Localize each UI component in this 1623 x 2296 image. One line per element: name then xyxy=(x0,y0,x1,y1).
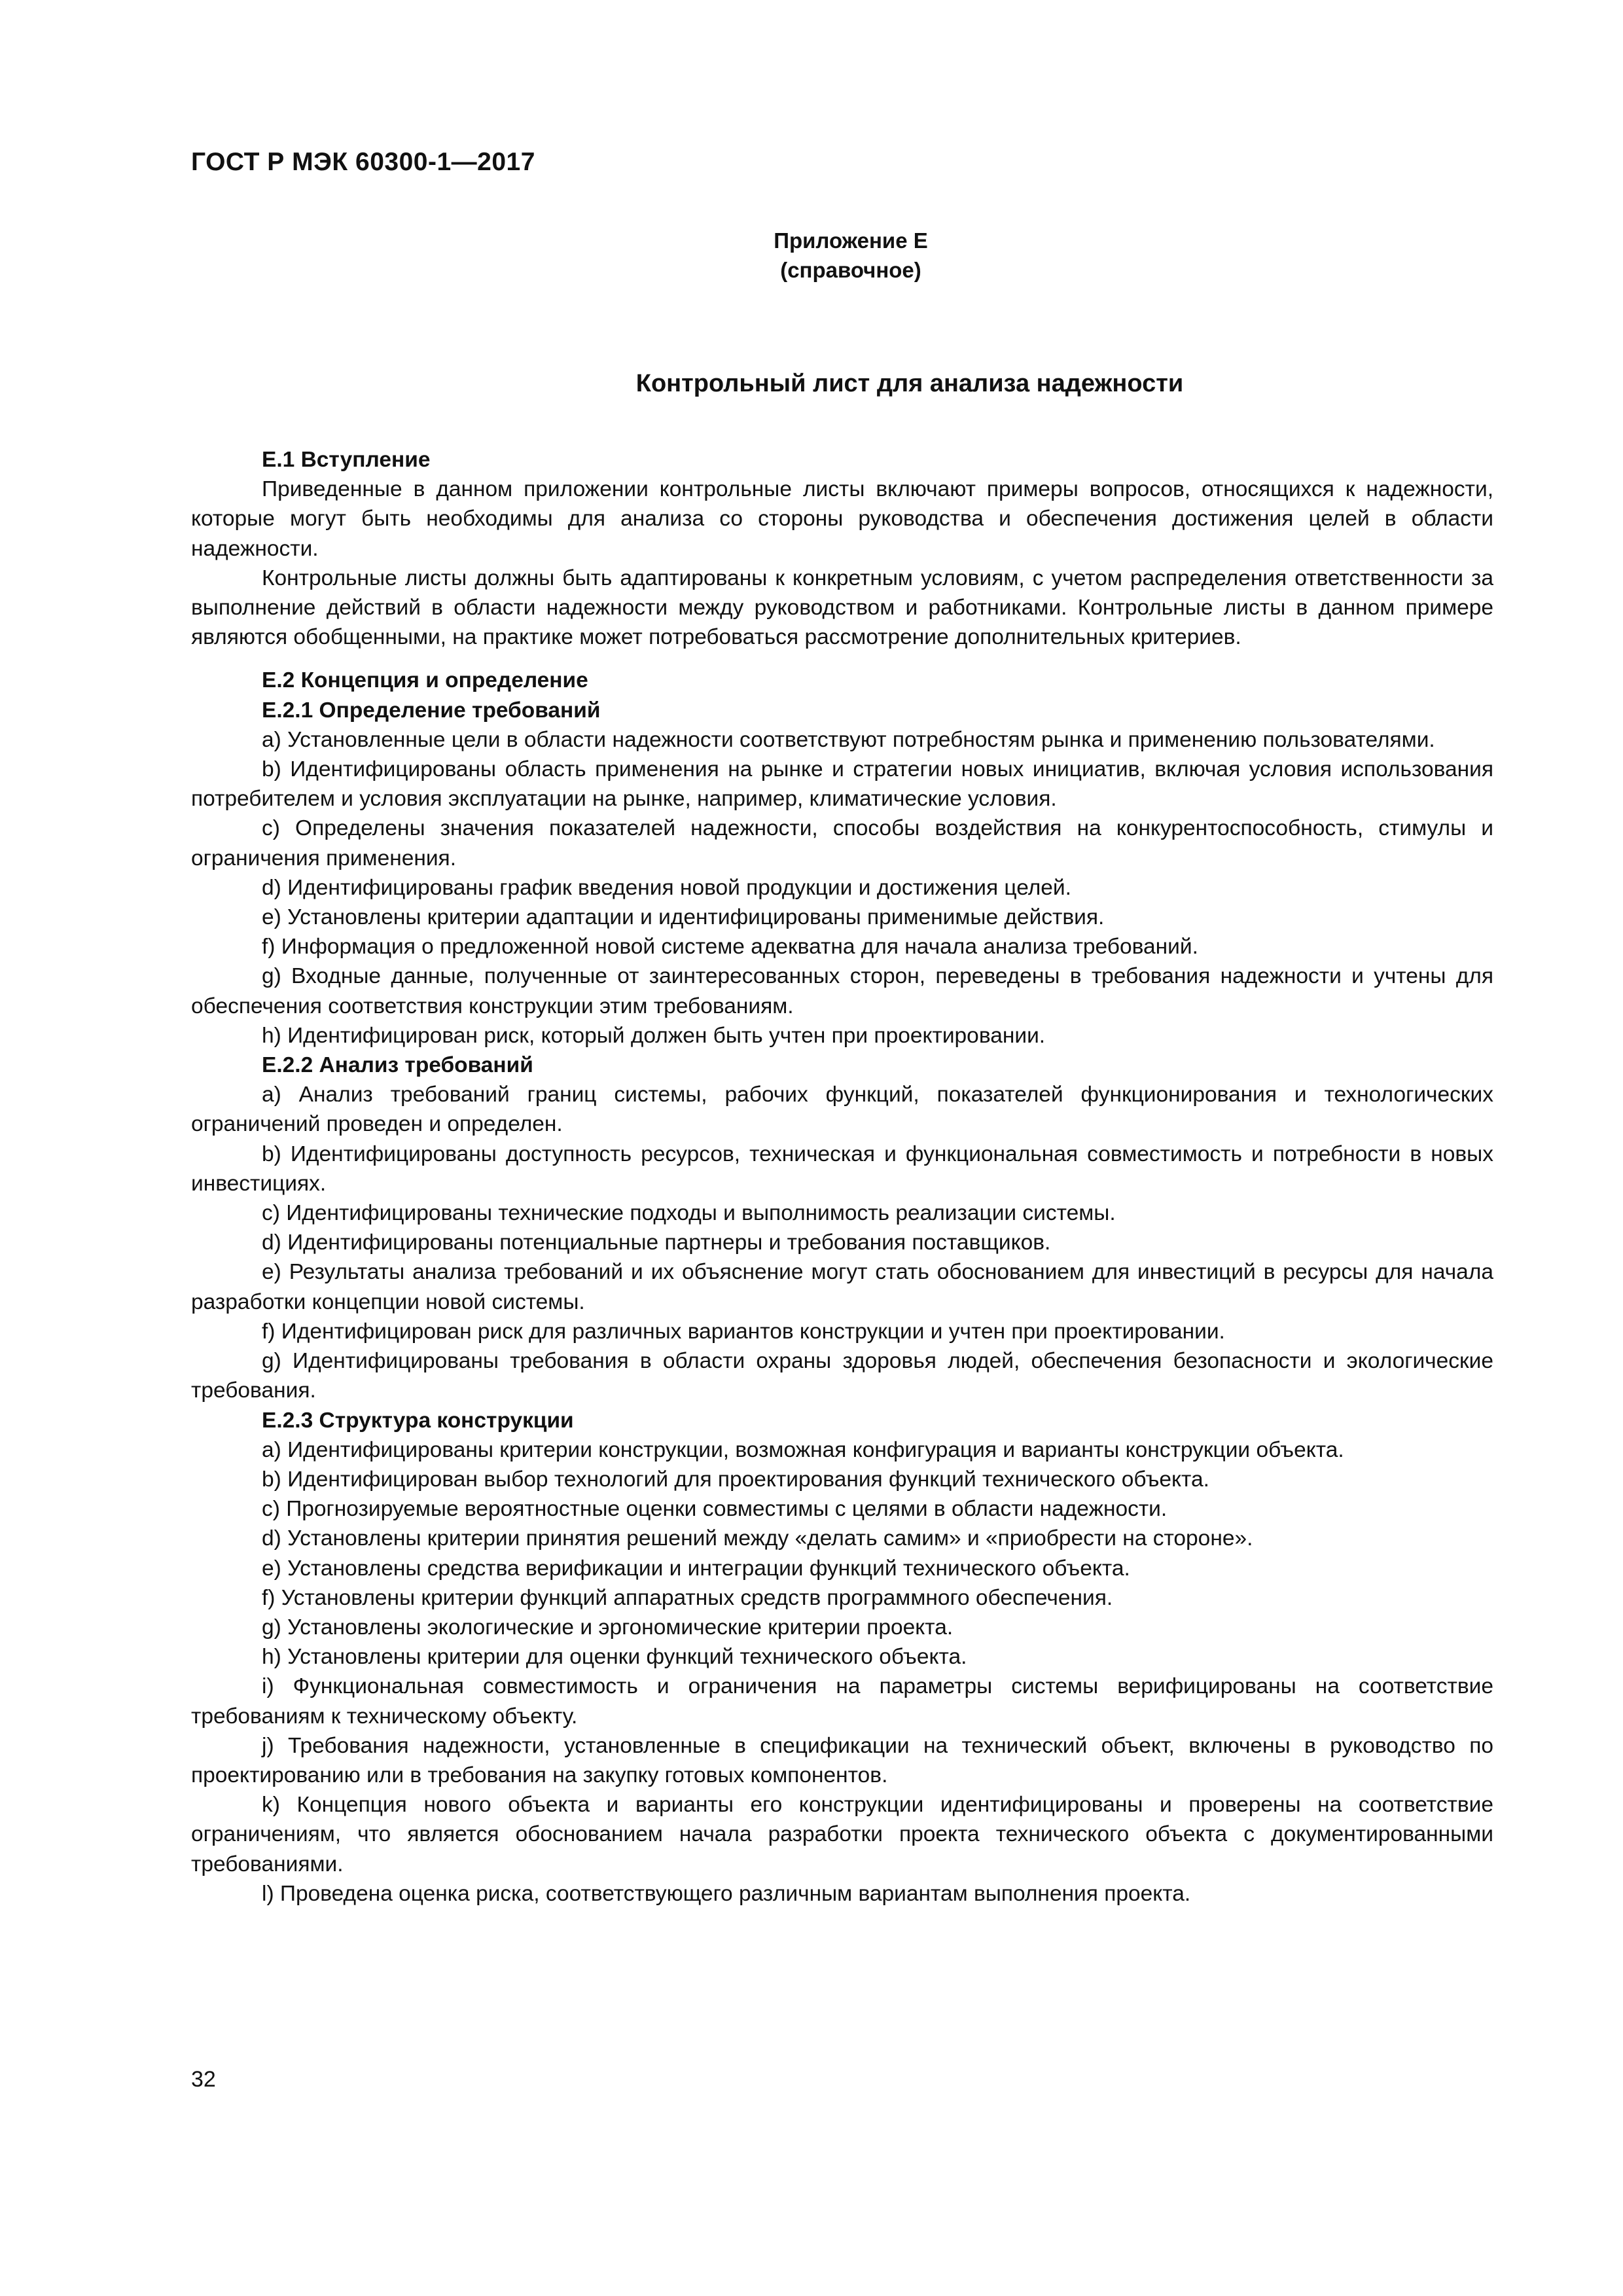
list-item: i) Функциональная совместимость и ограничения на параметры системы верифицированы на соответствие требованиям к техническому объекту. xyxy=(191,1674,1493,1729)
list-item: h) Идентифицирован риск, который должен быть учтен при проектировании. xyxy=(262,1023,1046,1048)
list-item: b) Идентифицированы область применения на рынке и стратегии новых инициатив, включая условия использования потребителем и условия эксплуатации на рынке, например, климатические условия. xyxy=(191,757,1493,812)
document-body xyxy=(191,445,1493,1909)
list-item: c) Идентифицированы технические подходы и выполнимость реализации системы. xyxy=(262,1201,1116,1226)
list-item: j) Требования надежности, установленные в спецификации на технический объект, включены в руководство по проектированию или в требования на закупку готовых компонентов. xyxy=(191,1733,1493,1787)
list-item: b) Идентифицирован выбор технологий для проектирования функций технического объекта. xyxy=(262,1467,1209,1492)
list-item: d) Идентифицированы график введения новой продукции и достижения целей. xyxy=(262,875,1071,900)
document-code: ГОСТ Р МЭК 60300-1—2017 xyxy=(191,148,535,176)
subsection-heading-e2-2: Е.2.2 Анализ требований xyxy=(262,1053,533,1078)
appendix-type: (справочное) xyxy=(780,258,921,282)
list-item: d) Установлены критерии принятия решений между «делать самим» и «приобрести на стороне». xyxy=(262,1526,1253,1551)
list-item: f) Информация о предложенной новой системе адекватна для начала анализа требований. xyxy=(262,935,1198,960)
list-item: c) Определены значения показателей надежности, способы воздействия на конкурентоспособность, стимулы и ограничения применения. xyxy=(191,816,1493,870)
list-item: h) Установлены критерии для оценки функций технического объекта. xyxy=(262,1645,967,1670)
list-item: l) Проведена оценка риска, соответствующего различным вариантам выполнения проекта. xyxy=(262,1881,1191,1906)
list-item: g) Идентифицированы требования в области охраны здоровья людей, обеспечения безопасности и экологические требования. xyxy=(191,1349,1493,1403)
list-item: b) Идентифицированы доступность ресурсов, техническая и функциональная совместимость и потребности в новых инвестициях. xyxy=(191,1141,1493,1196)
appendix-title: Приложение Е xyxy=(774,228,928,253)
list-item: e) Установлены средства верификации и интеграции функций технического объекта. xyxy=(262,1556,1130,1581)
paragraph: Приведенные в данном приложении контрольные листы включают примеры вопросов, относящихся к надежности, которые могут быть необходимы для анализа со стороны руководства и обеспечения достижения целей в области надежности. xyxy=(191,477,1493,561)
subsection-heading-e2-3: Е.2.3 Структура конструкции xyxy=(262,1408,574,1433)
list-item: d) Идентифицированы потенциальные партнеры и требования поставщиков. xyxy=(262,1230,1051,1255)
appendix-label xyxy=(746,226,955,285)
list-item: f) Идентифицирован риск для различных вариантов конструкции и учтен при проектировании. xyxy=(262,1319,1225,1344)
list-item: c) Прогнозируемые вероятностные оценки совместимы с целями в области надежности. xyxy=(262,1497,1168,1522)
list-item: e) Результаты анализа требований и их объяснение могут стать обоснованием для инвестиций в ресурсы для начала разработки концепции новой системы. xyxy=(191,1260,1493,1314)
list-item: a) Идентифицированы критерии конструкции, возможная конфигурация и варианты конструкции объекта. xyxy=(262,1437,1344,1462)
list-item: g) Входные данные, полученные от заинтересованных сторон, переведены в требования надежности и учтены для обеспечения соответствия конструкции этим требованиям. xyxy=(191,964,1493,1018)
list-item: e) Установлены критерии адаптации и идентифицированы применимые действия. xyxy=(262,905,1105,930)
page-title: Контрольный лист для анализа надежности xyxy=(635,370,1184,397)
paragraph: Контрольные листы должны быть адаптированы к конкретным условиям, с учетом распределения ответственности за выполнение действий в области надежности между руководством и работниками. Контрольные листы в данном примере являются обобщенными, на практике может потребоваться рассмотрение дополнительных критериев. xyxy=(191,565,1493,650)
page-number: 32 xyxy=(191,2067,216,2092)
list-item: a) Установленные цели в области надежности соответствуют потребностям рынка и применению пользователями. xyxy=(262,727,1435,752)
subsection-heading-e2-1: Е.2.1 Определение требований xyxy=(262,698,601,723)
list-item: k) Концепция нового объекта и варианты его конструкции идентифицированы и проверены на соответствие ограничениям, что является обоснованием начала разработки проекта технического объекта с документированными требованиями. xyxy=(191,1793,1493,1876)
section-heading-e1: Е.1 Вступление xyxy=(262,448,431,472)
section-heading-e2: Е.2 Концепция и определение xyxy=(262,668,588,693)
list-item: a) Анализ требований границ системы, рабочих функций, показателей функционирования и технологических ограничений проведен и определен. xyxy=(191,1083,1493,1137)
list-item: f) Установлены критерии функций аппаратных средств программного обеспечения. xyxy=(262,1585,1113,1610)
list-item: g) Установлены экологические и эргономические критерии проекта. xyxy=(262,1615,954,1640)
